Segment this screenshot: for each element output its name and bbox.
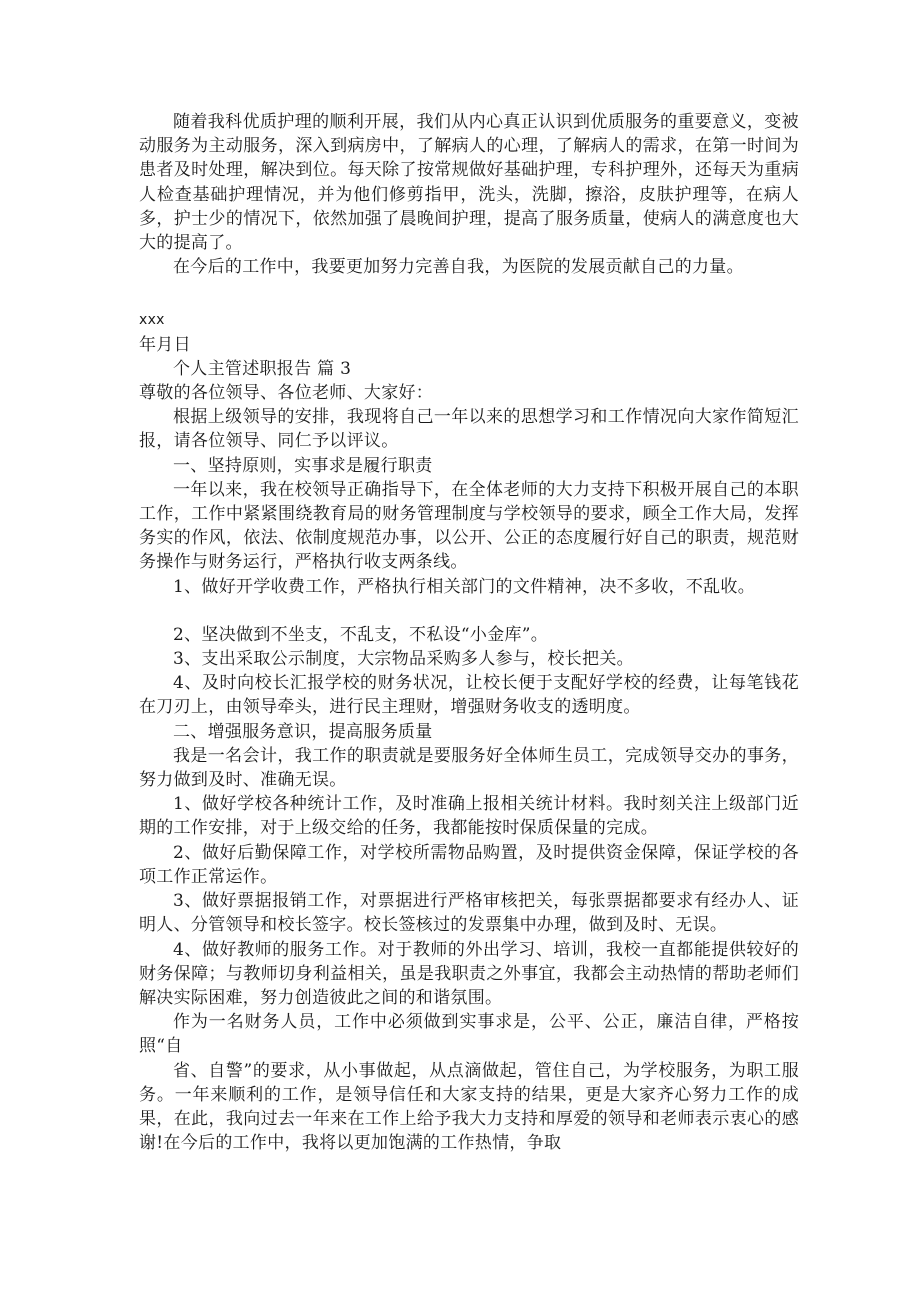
list-item-reimbursement: 3、做好票据报销工作，对票据进行严格审核把关，每张票据都要求有经办人、证明人、分管领导和校长签字。校长签核过的发票集中办理，做到及时、无误。 <box>139 891 799 936</box>
paragraph-gratitude: 省、自警”的要求，从小事做起，从点滴做起，管住自己，为学校服务，为职工服务。一年来顺利的工作，是领导信任和大家支持的结果，更是大家齐心努力工作的成果，在此，我向过去一年来在工作上给予我大力支持和厚爱的领导和老师表示衷心的感谢!在今后的工作中，我将以更加饱满的工作热情，争取 <box>139 1060 799 1154</box>
list-item-teacher-service: 4、做好教师的服务工作。对于教师的外出学习、培训，我校一直都能提供较好的财务保障；与教师切身利益相关，虽是我职责之外事宜，我都会主动热情的帮助老师们解决实际困难，努力创造彼此之间的和谐氛围。 <box>139 939 799 1008</box>
paragraph-integrity: 作为一名财务人员，工作中必须做到实事求是，公平、公正，廉洁自律，严格按照“自 <box>139 1012 799 1057</box>
signature-date: 年月日 <box>139 334 191 355</box>
section-heading-principles: 一、坚持原则，实事求是履行职责 <box>173 455 433 476</box>
paragraph-nursing-service: 随着我科优质护理的顺利开展，我们从内心真正认识到优质服务的重要意义，变被动服务为主动服务，深入到病房中，了解病人的心理，了解病人的需求，在第一时间为患者及时处理，解决到位。每天除了按常规做好基础护理，专科护理外，还每天为重病人检查基础护理情况，并为他们修剪指甲，洗头，洗脚，擦浴，皮肤护理等，在病人多，护士少的情况下，依然加强了晨晚间护理，提高了服务质量，使病人的满意度也大大的提高了。 <box>139 112 799 254</box>
document-page <box>139 110 799 1155</box>
list-item-public-disclosure: 3、支出采取公示制度，大宗物品采购多人参与，校长把关。 <box>173 649 634 670</box>
greeting-line: 尊敬的各位领导、各位老师、大家好： <box>139 383 434 404</box>
paragraph-duties: 一年以来，我在校领导正确指导下，在全体老师的大力支持下积极开展自己的本职工作，工作中紧紧围绕教育局的财务管理制度与学校领导的要求，顾全工作大局，发挥务实的作风，依法、依制度规范办事，以公开、公正的态度履行好自己的职责，规范财务操作与财务运行，严格执行收支两条线。 <box>139 479 799 573</box>
paragraph-accountant-role: 我是一名会计，我工作的职责就是要服务好全体师生员工，完成领导交办的事务，努力做到及时、准确无误。 <box>139 745 799 791</box>
section-heading-service: 二、增强服务意识，提高服务质量 <box>173 721 433 742</box>
report-heading: 个人主管述职报告 篇 3 <box>173 358 352 379</box>
paragraph-introduction: 根据上级领导的安排，我现将自己一年以来的思想学习和工作情况向大家作简短汇报，请各位领导、同仁予以评议。 <box>139 407 799 452</box>
paragraph-closing-commitment: 在今后的工作中，我要更加努力完善自我，为医院的发展贡献自己的力量。 <box>173 257 744 278</box>
signature-name: xxx <box>139 312 165 329</box>
list-item-report-to-principal: 4、及时向校长汇报学校的财务状况，让校长便于支配好学校的经费，让每笔钱花在刀刃上，由领导牵头，进行民主理财，增强财务收支的透明度。 <box>139 673 799 718</box>
list-item-statistics: 1、做好学校各种统计工作，及时准确上报相关统计材料。我时刻关注上级部门近期的工作安排，对于上级交给的任务，我都能按时保质保量的完成。 <box>139 794 799 839</box>
list-item-no-private-fund: 2、坚决做到不坐支，不乱支，不私设“小金库”。 <box>173 624 549 645</box>
list-item-fee-collection: 1、做好开学收费工作，严格执行相关部门的文件精神，决不多收，不乱收。 <box>173 576 756 597</box>
list-item-logistics: 2、做好后勤保障工作，对学校所需物品购置，及时提供资金保障，保证学校的各项工作正常运作。 <box>139 842 799 887</box>
